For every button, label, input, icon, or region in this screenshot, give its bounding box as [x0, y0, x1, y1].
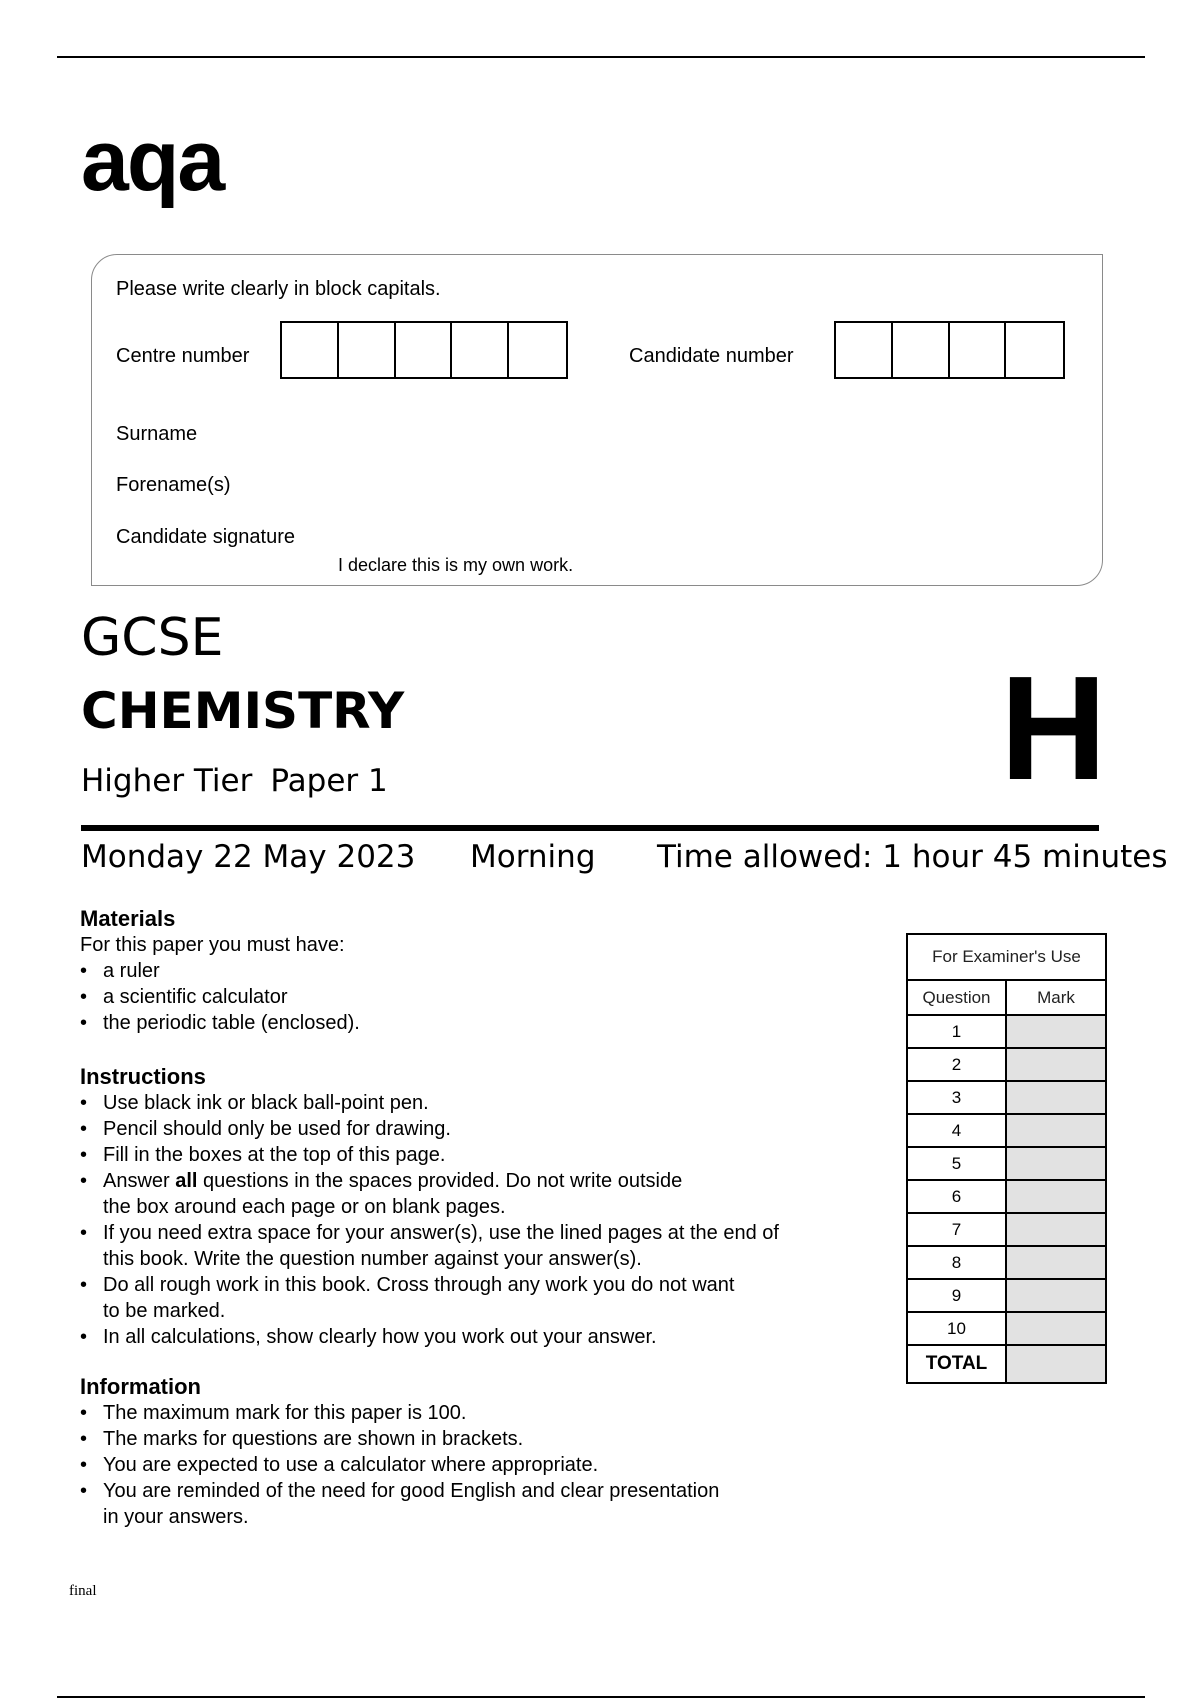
list-item: • a scientific calculator	[80, 984, 860, 1010]
centre-number-digit[interactable]	[396, 323, 453, 377]
list-item: • The marks for questions are shown in brackets.	[80, 1426, 860, 1452]
mark-cell[interactable]	[1006, 1312, 1106, 1345]
question-number: 9	[907, 1279, 1006, 1312]
list-item: • Pencil should only be used for drawing.	[80, 1116, 860, 1142]
question-number: 4	[907, 1114, 1006, 1147]
total-label: TOTAL	[907, 1345, 1006, 1383]
item-emphasis: all	[175, 1170, 198, 1192]
forenames-label: Forename(s)	[116, 474, 231, 496]
aqa-logo: aqa	[81, 113, 224, 209]
instructions-section	[80, 1064, 860, 1350]
mark-column-header: Mark	[1006, 980, 1106, 1015]
centre-number-digit[interactable]	[339, 323, 396, 377]
item-continuation: to be marked.	[103, 1300, 226, 1322]
instructions-list	[80, 1090, 860, 1350]
centre-number-digit[interactable]	[509, 323, 566, 377]
item-continuation: in your answers.	[103, 1506, 249, 1528]
item-text: You are reminded of the need for good English and clear presentation	[103, 1480, 720, 1502]
mark-cell[interactable]	[1006, 1015, 1106, 1048]
list-item	[80, 1478, 860, 1530]
list-item: • You are expected to use a calculator where appropriate.	[80, 1452, 860, 1478]
item-text: If you need extra space for your answer(s), use the lined pages at the end of	[103, 1222, 779, 1244]
materials-intro: For this paper you must have:	[80, 934, 345, 956]
item-continuation: this book. Write the question number against your answer(s).	[103, 1248, 642, 1270]
subject-title: CHEMISTRY	[81, 682, 405, 740]
bottom-rule	[57, 1696, 1145, 1698]
question-number: 2	[907, 1048, 1006, 1081]
candidate-number-label: Candidate number	[629, 345, 794, 367]
question-number: 7	[907, 1213, 1006, 1246]
question-column-header: Question	[907, 980, 1006, 1015]
question-number: 6	[907, 1180, 1006, 1213]
block-capitals-instruction: Please write clearly in block capitals.	[116, 278, 441, 300]
tier-label: Higher Tier	[81, 763, 253, 799]
exam-session: Morning	[470, 839, 596, 875]
list-item: • a ruler	[80, 958, 860, 984]
question-number: 10	[907, 1312, 1006, 1345]
mark-cell[interactable]	[1006, 1081, 1106, 1114]
list-item: • Use black ink or black ball-point pen.	[80, 1090, 860, 1116]
list-item: • In all calculations, show clearly how you work out your answer.	[80, 1324, 860, 1350]
centre-number-digit[interactable]	[452, 323, 509, 377]
item-continuation: the box around each page or on blank pages.	[103, 1196, 506, 1218]
footer-note: final	[69, 1583, 97, 1599]
question-number: 3	[907, 1081, 1006, 1114]
list-item	[80, 1272, 860, 1324]
centre-number-digit[interactable]	[282, 323, 339, 377]
list-item: • Fill in the boxes at the top of this page.	[80, 1142, 860, 1168]
mark-cell[interactable]	[1006, 1147, 1106, 1180]
mark-cell[interactable]	[1006, 1246, 1106, 1279]
question-number: 5	[907, 1147, 1006, 1180]
materials-heading: Materials	[80, 906, 176, 931]
centre-number-label: Centre number	[116, 345, 250, 367]
title-divider	[81, 825, 1099, 831]
candidate-number-digit[interactable]	[950, 323, 1007, 377]
time-allowed: Time allowed: 1 hour 45 minutes	[657, 839, 1168, 875]
materials-section	[80, 906, 860, 1036]
centre-number-boxes[interactable]	[280, 321, 568, 379]
item-text: questions in the spaces provided. Do not write outside	[197, 1170, 683, 1192]
candidate-number-digit[interactable]	[1006, 323, 1063, 377]
question-number: 8	[907, 1246, 1006, 1279]
examiner-use-table	[906, 933, 1107, 1384]
list-item: • the periodic table (enclosed).	[80, 1010, 860, 1036]
examiner-table-title: For Examiner's Use	[907, 934, 1106, 980]
top-rule	[57, 56, 1145, 58]
tier-letter: H	[1000, 646, 1107, 811]
question-number: 1	[907, 1015, 1006, 1048]
list-item: • The maximum mark for this paper is 100.	[80, 1400, 860, 1426]
mark-cell[interactable]	[1006, 1279, 1106, 1312]
mark-cell[interactable]	[1006, 1213, 1106, 1246]
declaration-text: I declare this is my own work.	[338, 555, 574, 575]
qualification-title: GCSE	[81, 608, 224, 668]
surname-label: Surname	[116, 423, 198, 445]
mark-cell[interactable]	[1006, 1048, 1106, 1081]
mark-cell[interactable]	[1006, 1114, 1106, 1147]
list-item	[80, 1168, 860, 1220]
materials-list	[80, 958, 860, 1036]
tier-paper-line	[81, 763, 388, 799]
information-list	[80, 1400, 860, 1530]
candidate-number-boxes[interactable]	[834, 321, 1065, 379]
item-text: Do all rough work in this book. Cross through any work you do not want	[103, 1274, 735, 1296]
signature-label: Candidate signature	[116, 526, 296, 548]
candidate-number-digit[interactable]	[893, 323, 950, 377]
information-heading: Information	[80, 1374, 201, 1399]
paper-label: Paper 1	[270, 763, 388, 799]
total-mark-cell[interactable]	[1006, 1345, 1106, 1383]
candidate-number-digit[interactable]	[836, 323, 893, 377]
list-item	[80, 1220, 860, 1272]
instructions-heading: Instructions	[80, 1064, 206, 1089]
exam-date: Monday 22 May 2023	[81, 839, 416, 875]
mark-cell[interactable]	[1006, 1180, 1106, 1213]
item-text: Answer	[103, 1170, 176, 1192]
information-section	[80, 1374, 860, 1530]
